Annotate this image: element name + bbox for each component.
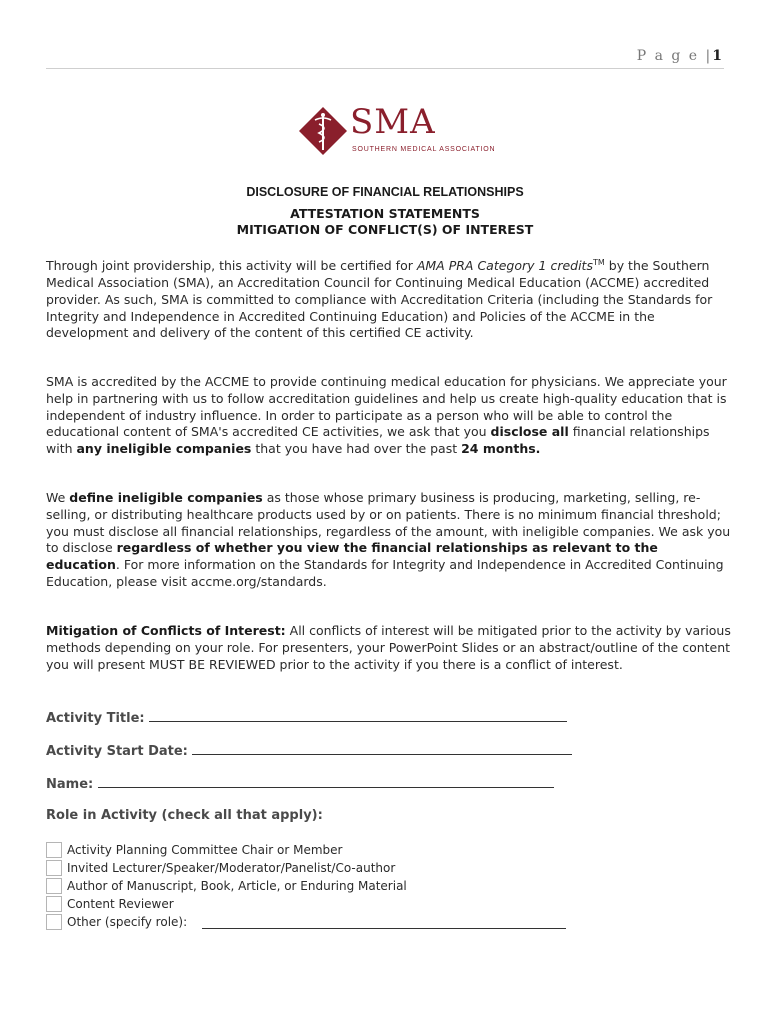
p2-text-a: SMA is accredited by the ACCME to provide continuing medical education for physicians. We appreciate your help in partnering with us to follow accreditation guidelines and help us create high-quality education that is independent of industry influence. In order to participate as a person who will be able to control the educational content of SMA's accredited CE activities, we ask that you (46, 374, 727, 440)
name-field (46, 775, 554, 792)
document-subtitle-2: MITIGATION OF CONFLICT(S) OF INTEREST (236, 222, 534, 237)
role-checkbox[interactable] (46, 896, 62, 912)
p1-text-a: Through joint providership, this activity will be certified for (46, 258, 417, 274)
p3-bold-regardless: regardless of whether you view the financial relationships as relevant to the education (46, 540, 658, 573)
p4-text-b: All conflicts of interest will be mitigated prior to the activity by various methods depending on your role. For presenters, your PowerPoint Slides or an abstract/outline of the content you will present MUST BE REVIEWED prior to the activity if you there is a conflict of interest. (46, 623, 731, 672)
logo-wordmark: SMA (350, 102, 436, 142)
p3-bold-define: define ineligible companies (69, 490, 263, 505)
role-checkbox[interactable] (46, 914, 62, 930)
header-divider (46, 68, 724, 69)
p2-text-c: financial relationships with (46, 424, 710, 457)
p2-bold-months: 24 months. (461, 441, 541, 457)
role-checkbox[interactable] (46, 842, 62, 858)
p2-bold-disclose: disclose all (490, 424, 569, 440)
p4-bold-heading: Mitigation of Conflicts of Interest: (46, 623, 286, 638)
sma-logo (298, 102, 498, 162)
role-label: Other (specify role): (67, 915, 188, 929)
activity-start-date-input-line[interactable] (192, 742, 572, 755)
p3-text-c: as those whose primary business is producing, marketing, selling, re-selling, or distributing healthcare products used by or on patients. There is no minimum financial threshold; you must disclose all financial relationships, regardless of the amount, with ineligible companies. We ask you to disclose (46, 490, 731, 556)
other-role-input-line[interactable] (202, 928, 566, 929)
page-number-header (637, 48, 724, 64)
activity-start-date-field (46, 742, 572, 759)
document-title: DISCLOSURE OF FINANCIAL RELATIONSHIPS (246, 185, 524, 199)
activity-title-label: Activity Title: (46, 711, 145, 726)
caduceus-diamond-icon (298, 106, 348, 156)
name-input-line[interactable] (98, 775, 554, 788)
role-label: Activity Planning Committee Chair or Member (67, 843, 343, 857)
role-label: Content Reviewer (67, 897, 174, 911)
paragraph-accreditation (46, 374, 736, 458)
p1-trademark: TM (592, 258, 605, 267)
p1-text-c: by the Southern Medical Association (SMA), an Accreditation Council for Continuing Medical Education (ACCME) accredited provider. As such, SMA is committed to compliance with Accreditation Criteria (including the Standards for Integrity and Independence in Accredited Continuing Education) and Policies of the ACCME in the development and delivery of the content of this certified CE activity. (46, 258, 713, 341)
paragraph-joint-providership (46, 255, 736, 342)
role-label: Author of Manuscript, Book, Article, or Enduring Material (67, 879, 407, 893)
role-checkbox[interactable] (46, 860, 62, 876)
logo-subtitle: SOUTHERN MEDICAL ASSOCIATION (352, 146, 496, 153)
page-label: P a g e | (636, 48, 713, 64)
p1-credits-italic: AMA PRA Category 1 credits (416, 258, 593, 274)
paragraph-ineligible-companies (46, 490, 736, 591)
role-checkbox[interactable] (46, 878, 62, 894)
p2-bold-companies: any ineligible companies (76, 441, 252, 457)
p2-text-e: that you have had over the past (251, 441, 462, 457)
paragraph-mitigation (46, 623, 736, 673)
role-heading: Role in Activity (check all that apply): (46, 808, 323, 823)
activity-start-date-label: Activity Start Date: (46, 744, 188, 759)
name-label: Name: (46, 777, 94, 792)
p3-text-e: . For more information on the Standards for Integrity and Independence in Accredited Continuing Education, please visit accme.org/standards. (46, 557, 724, 589)
activity-title-input-line[interactable] (149, 709, 567, 722)
document-subtitle: ATTESTATION STATEMENTS (290, 206, 480, 221)
activity-title-field (46, 709, 567, 726)
p3-text-a: We (46, 490, 70, 505)
page-number: 1 (712, 48, 724, 64)
role-label: Invited Lecturer/Speaker/Moderator/Panelist/Co-author (67, 861, 396, 875)
